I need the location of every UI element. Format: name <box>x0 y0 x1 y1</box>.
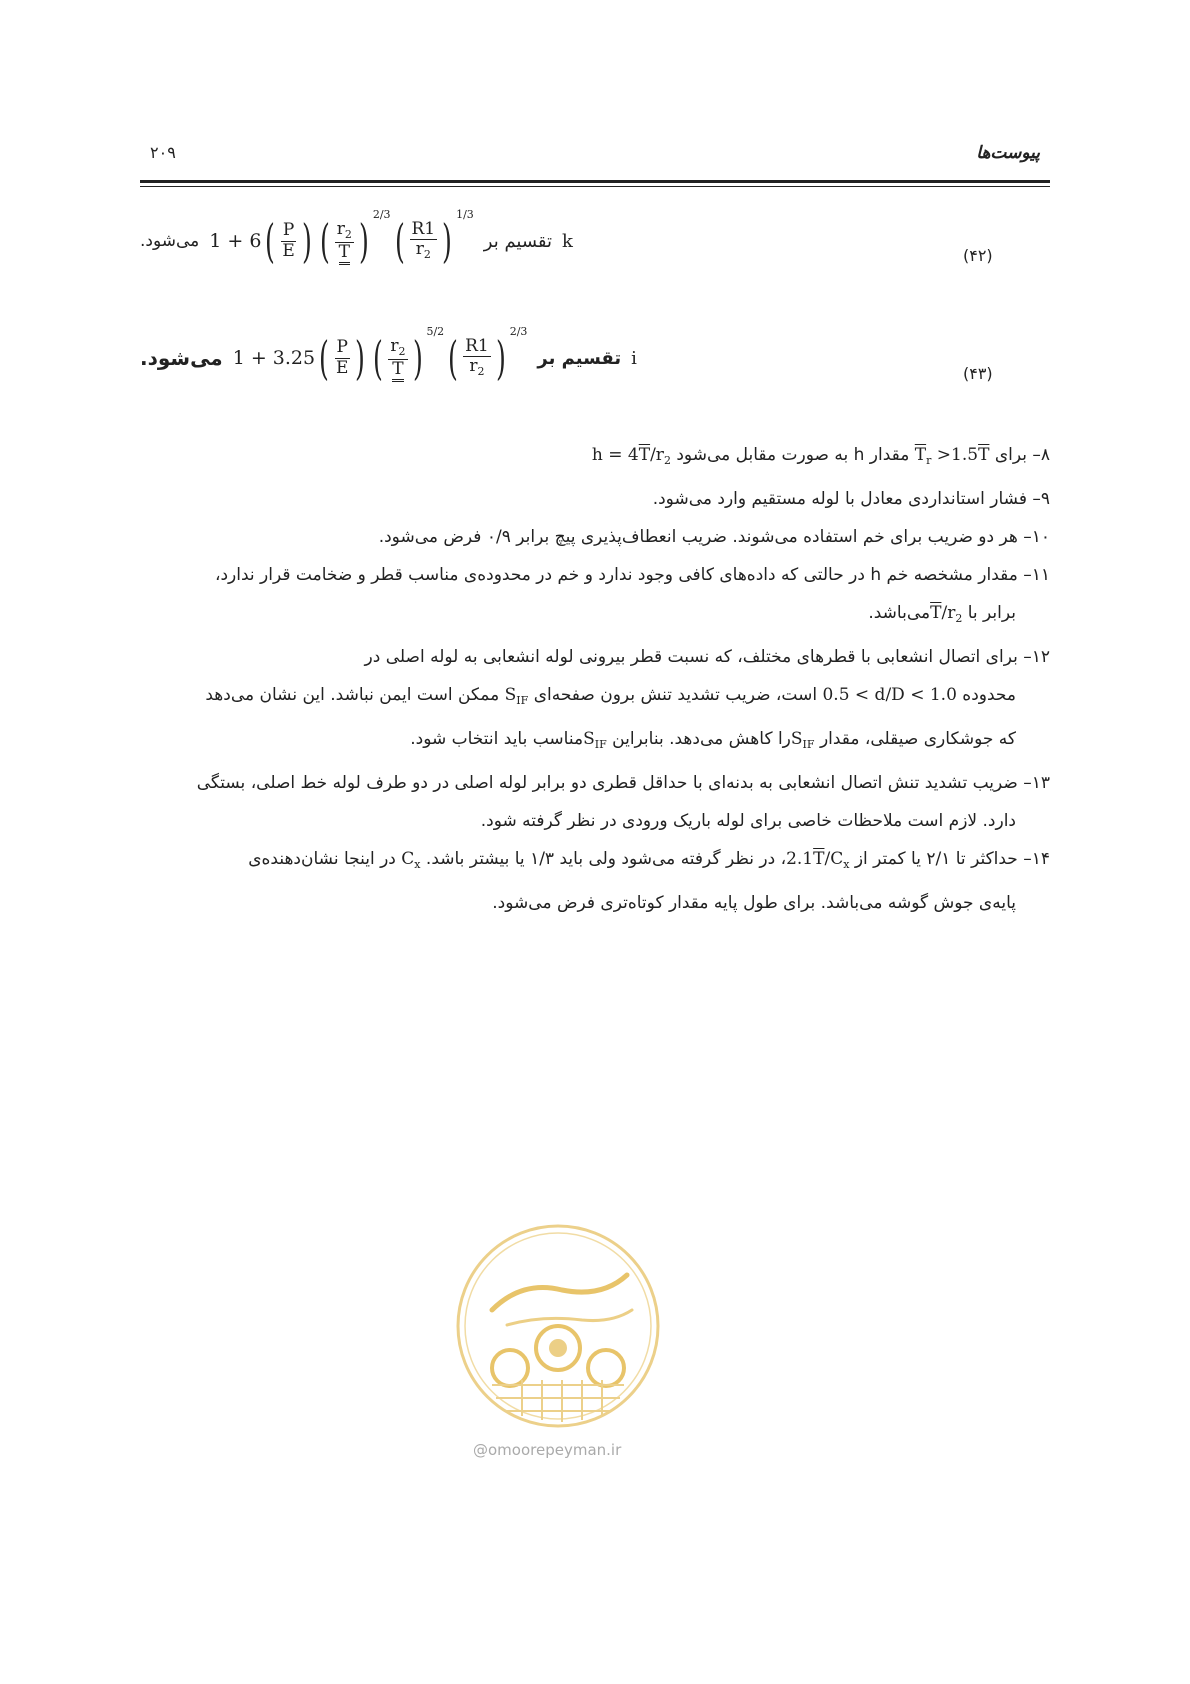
equation-expression: 1 + 6 ( $\frac{P}{E}$ ) ( $\frac{r_2}{T}$ ) 2/3 ( $\frac{R1}{r_2}$ ) 1/3 <box>209 208 474 268</box>
equation-42 <box>140 208 1000 268</box>
running-title: پیوست‌ها <box>976 143 1040 163</box>
equation-divided-by: تقسیم بر <box>483 230 553 252</box>
equation-variable: i <box>631 347 637 369</box>
watermark-site: @omoorepeyman.ir <box>473 1441 622 1459</box>
equation-divided-by: تقسیم بر <box>537 347 622 369</box>
note-9: ۹– فشار استانداردی معادل با لوله مستقیم وارد می‌شود. <box>652 489 1050 509</box>
note-10: ۱۰– هر دو ضریب برای خم استفاده می‌شوند. ضریب انعطاف‌پذیری پیچ برابر ۰/۹ فرض می‌شود. <box>378 527 1050 547</box>
equation-result: می‌شود. <box>140 231 200 251</box>
equation-variable: k <box>562 230 573 252</box>
equation-43 <box>140 325 1000 385</box>
header-rule-thin <box>140 186 1050 187</box>
notes-list <box>140 436 1050 922</box>
equation-number: (۴۳) <box>963 364 993 383</box>
note-8: ۸– برای $\overline{T}_r >1.5\overline{T}$ مقدار h به صورت مقابل می‌شود $h = 4\overline{T}/r_2$ <box>591 445 1050 467</box>
equation-expression: 1 + 3.25 ( $\frac{P}{E}$ ) ( $\frac{r_2}{T}$ ) 5/2 ( $\frac{R1}{r_2}$ ) 2/3 <box>232 325 528 385</box>
note-11: ۱۱– مقدار مشخصه خم h در حالتی که داده‌های کافی وجود ندارد و خم در محدوده‌ی مناسب قطر و ضخامت قرار ندارد، برابر با $\overline{T}/r_2می‌باشد$. <box>215 565 1050 625</box>
watermark-logo <box>452 1220 664 1432</box>
page-number: ۲۰۹ <box>150 143 176 162</box>
equation-result: می‌شود. <box>140 346 223 370</box>
note-12: ۱۲– برای اتصال انشعابی با قطرهای مختلف، که نسبت قطر بیرونی لوله انشعابی به لوله اصلی در محدوده 0.5 < d/D < 1.0 است، ضریب تشدید تنش برون صفحه‌ای $S_{IF}$ ممکن است ایمن نباشد. این نشان می‌دهد که جوشکاری صیقلی، مقدار $S_{IF}را$ کاهش می‌دهد. بنابراین $S_{IF}مناسب$ باید انتخاب شود. <box>205 647 1050 751</box>
equation-number: (۴۲) <box>963 246 993 265</box>
note-14: ۱۴– حداکثر تا ۲/۱ یا کمتر از $2.1\overline{T}/C_x،$ در نظر گرفته می‌شود ولی باید ۱/۳ یا بیشتر باشد. $C_x$ در اینجا نشان‌دهنده‌ی پایه‌ی جوش گوشه می‌باشد. برای طول پایه مقدار کوتاه‌تری فرض می‌شود. <box>248 849 1050 913</box>
header-rule-thick <box>140 180 1050 183</box>
note-13: ۱۳– ضریب تشدید تنش اتصال انشعابی به بدنه‌ای با حداقل قطری دو برابر لوله اصلی در دو طرف لوله خط اصلی، بستگی دارد. لازم است ملاحظات خاصی برای لوله باریک ورودی در نظر گرفته شود. <box>196 773 1050 831</box>
